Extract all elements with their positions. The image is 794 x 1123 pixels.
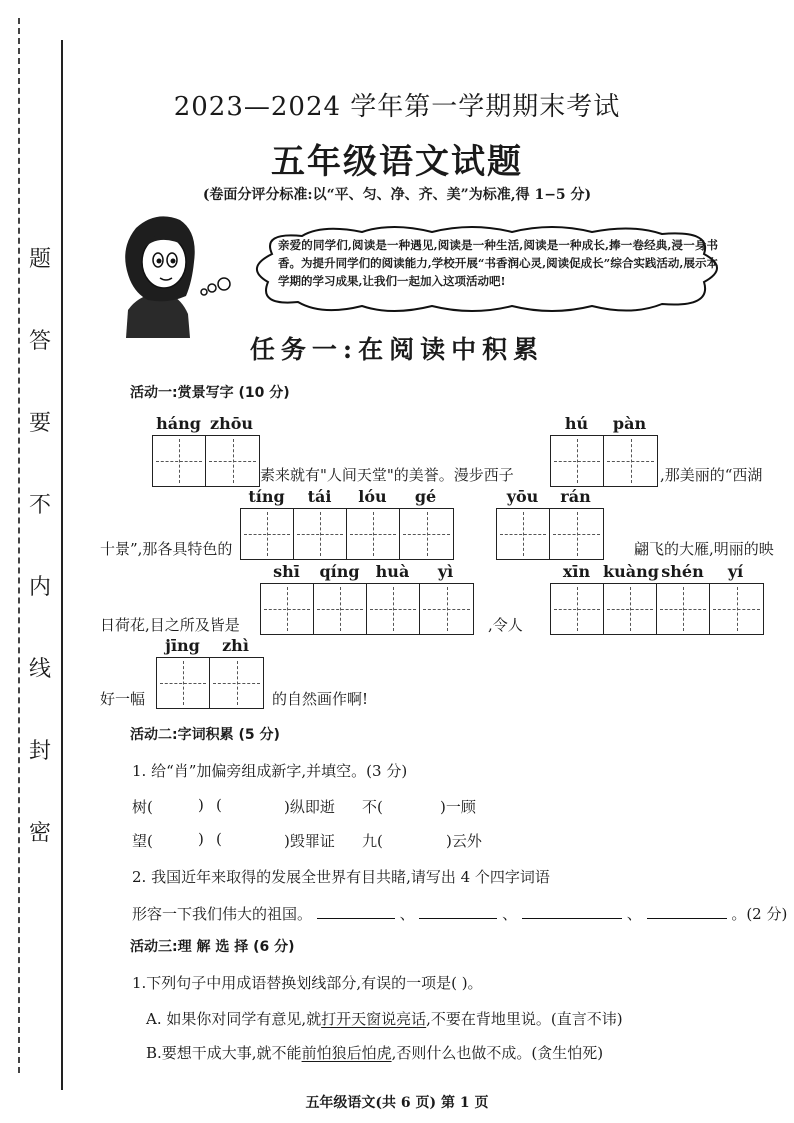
scoring-note: (卷面分评分标准:以“平、匀、净、齐、美”为标准,得 1−5 分)	[202, 187, 592, 203]
fill-text: 不(	[362, 798, 383, 816]
passage-text: 十景”,那各具特色的	[100, 540, 233, 558]
option-text: A. 如果你对同学有意见,就	[146, 1010, 322, 1028]
writing-cell[interactable]	[157, 658, 210, 708]
passage-text: ,那美丽的“西湖	[660, 466, 763, 484]
fill-text: 九(	[362, 832, 383, 850]
pinyin: gé	[414, 487, 437, 506]
fill-text: 树(	[132, 798, 153, 816]
pinyin: shī	[273, 562, 300, 581]
option-a[interactable]	[146, 1008, 623, 1029]
option-text: B.要想干成大事,就不能	[146, 1044, 302, 1062]
passage-text: 日荷花,目之所及皆是	[100, 616, 240, 634]
question-end: 。(2 分)	[731, 905, 788, 923]
question-text: 1. 给“肖”加偏旁组成新字,并填空。(3 分)	[132, 762, 408, 780]
pinyin: kuàng	[603, 562, 659, 581]
writing-cell[interactable]	[241, 509, 294, 559]
pinyin: lóu	[358, 487, 387, 506]
seal-char: 线	[28, 657, 51, 682]
option-text: ,不要在背地里说。(直言不讳)	[426, 1010, 623, 1028]
writing-cell[interactable]	[294, 509, 347, 559]
pinyin: shén	[661, 562, 704, 581]
writing-cell[interactable]	[314, 584, 367, 634]
writing-cell[interactable]	[551, 436, 604, 486]
writing-cell[interactable]	[710, 584, 763, 634]
seal-char: 答	[28, 329, 51, 354]
pinyin: pàn	[612, 414, 647, 433]
pinyin: rán	[560, 487, 591, 506]
writing-cell[interactable]	[347, 509, 400, 559]
seal-char: 题	[28, 247, 51, 272]
tingtai-writing-grid[interactable]	[240, 508, 454, 560]
writing-cell[interactable]	[604, 436, 657, 486]
page-footer: 五年级语文(共 6 页) 第 1 页	[305, 1095, 489, 1111]
pinyin: háng	[156, 414, 201, 433]
pinyin: yōu	[506, 487, 539, 506]
youran-writing-grid[interactable]	[496, 508, 604, 560]
writing-cell[interactable]	[210, 658, 263, 708]
activity1-title: 活动一:赏景写字 (10 分)	[130, 385, 290, 401]
pinyin: tái	[307, 487, 332, 506]
question-text: 1.下列句子中用成语替换划线部分,有误的一项是( )。	[132, 974, 483, 992]
shiqing-writing-grid[interactable]	[260, 583, 474, 635]
hangzhou-writing-grid[interactable]	[152, 435, 260, 487]
seal-char: 不	[28, 493, 51, 518]
writing-cell[interactable]	[551, 584, 604, 634]
fill-text: )毁罪证	[284, 832, 335, 850]
pinyin: zhì	[222, 636, 249, 655]
writing-cell[interactable]	[550, 509, 603, 559]
underlined-text: 前怕狼后怕虎	[301, 1044, 392, 1062]
option-text: ,否则什么也做不成。(贪生怕死)	[391, 1044, 604, 1062]
seal-char: 内	[28, 575, 51, 600]
question-text: 2. 我国近年来取得的发展全世界有目共睹,请写出 4 个四字词语	[132, 868, 550, 886]
fill-text: )	[198, 830, 204, 848]
writing-cell[interactable]	[657, 584, 710, 634]
seal-char: 封	[28, 739, 51, 764]
pinyin: qíng	[319, 562, 360, 581]
passage-text: 的自然画作啊!	[272, 690, 369, 708]
writing-cell[interactable]	[367, 584, 420, 634]
writing-cell[interactable]	[153, 436, 206, 486]
fill-text: )	[198, 796, 204, 814]
pinyin: zhōu	[209, 414, 254, 433]
passage-text: 好一幅	[100, 690, 146, 708]
answer-blank[interactable]	[522, 902, 622, 919]
activity2-title: 活动二:字词积累 (5 分)	[130, 727, 280, 743]
answer-blank[interactable]	[317, 902, 395, 919]
fill-text: (	[216, 830, 222, 848]
option-b[interactable]	[146, 1042, 603, 1063]
pinyin: jīng	[165, 636, 200, 655]
xinkuang-writing-grid[interactable]	[550, 583, 764, 635]
separator: 、	[502, 905, 518, 923]
pinyin: yì	[437, 562, 454, 581]
question-text	[132, 902, 787, 924]
underlined-text: 打开天窗说亮话	[321, 1010, 427, 1028]
writing-cell[interactable]	[497, 509, 550, 559]
jingzhi-writing-grid[interactable]	[156, 657, 264, 709]
question-text: 形容一下我们伟大的祖国。	[132, 905, 313, 923]
fill-text: )纵即逝	[284, 798, 335, 816]
separator: 、	[399, 905, 415, 923]
fill-text: 望(	[132, 832, 153, 850]
pinyin: tíng	[248, 487, 285, 506]
fill-text: )一顾	[440, 798, 476, 816]
subject-title: 五年级语文试题	[271, 142, 523, 182]
fill-text: )云外	[446, 832, 482, 850]
pinyin: huà	[375, 562, 410, 581]
writing-cell[interactable]	[420, 584, 473, 634]
pinyin: hú	[564, 414, 589, 433]
task-title: 任务一:在阅读中积累	[249, 335, 545, 364]
pinyin: xīn	[562, 562, 591, 581]
passage-text: ,令人	[488, 616, 523, 634]
writing-cell[interactable]	[206, 436, 259, 486]
answer-blank[interactable]	[419, 902, 497, 919]
writing-cell[interactable]	[400, 509, 453, 559]
seal-char: 要	[28, 411, 51, 436]
girl-illustration-icon	[108, 210, 238, 340]
exam-title: 2023—2024 学年第一学期期末考试	[173, 92, 621, 122]
seal-char: 密	[28, 821, 51, 846]
passage-text: 翩飞的大雁,明丽的映	[634, 540, 774, 558]
passage-text: 素来就有"人间天堂"的美誉。漫步西子	[260, 466, 514, 484]
pinyin: yí	[727, 562, 744, 581]
hupan-writing-grid[interactable]	[550, 435, 658, 487]
bubble-text: 亲爱的同学们,阅读是一种遇见,阅读是一种生活,阅读是一种成长,捧一卷经典,浸一身书香。为提升同学们的阅读能力,学校开展“书香润心灵,阅读促成长”综合实践活动,展示本学期的学习成果,让我们一起加入这项活动吧!	[278, 238, 718, 288]
activity3-title: 活动三:理 解 选 择 (6 分)	[130, 939, 295, 955]
fill-text: (	[216, 796, 222, 814]
writing-cell[interactable]	[261, 584, 314, 634]
writing-cell[interactable]	[604, 584, 657, 634]
answer-blank[interactable]	[647, 902, 727, 919]
separator: 、	[626, 905, 642, 923]
